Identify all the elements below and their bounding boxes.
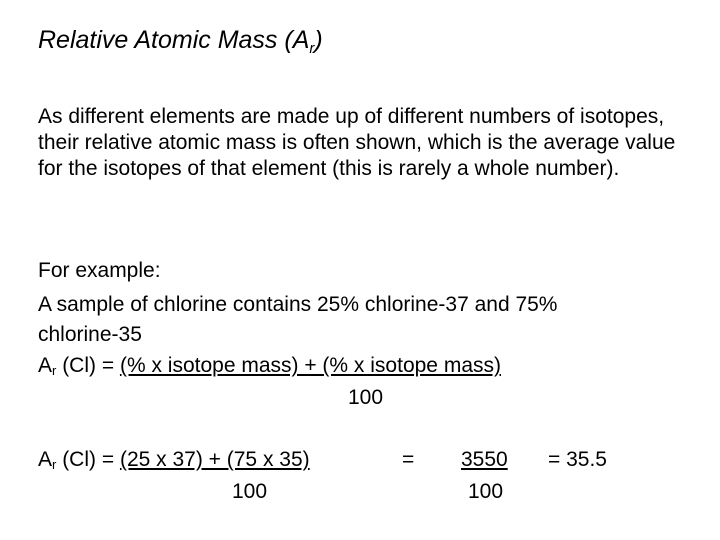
example-line-2: chlorine-35 <box>38 323 142 346</box>
formula-general <box>38 354 501 378</box>
formula-general-a: A <box>38 354 53 377</box>
formula-general-denominator: 100 <box>348 386 384 409</box>
formula-worked <box>38 448 310 472</box>
formula-general-lhs: (Cl) = <box>56 354 120 377</box>
intro-paragraph: As different elements are made up of different numbers of isotopes, their relative atomic mass is often shown, which is the average value for the isotopes of that element (this is rarely a whole number). <box>38 105 676 180</box>
formula-general-numerator: (% x isotope mass) + (% x isotope mass) <box>119 354 501 377</box>
formula-worked-denominator: 100 <box>232 480 268 503</box>
formula-worked-a: A <box>38 448 53 471</box>
formula-worked-lhs: (Cl) = <box>56 448 120 471</box>
formula-worked-r: r <box>52 457 57 472</box>
final-result: = 35.5 <box>548 448 607 471</box>
result-numerator: 3550 <box>461 448 508 471</box>
example-heading: For example: <box>38 259 161 282</box>
title-close-paren: ) <box>314 26 323 54</box>
slide-title <box>38 26 323 57</box>
title-text: Relative Atomic Mass (A <box>38 26 310 54</box>
formula-worked-equals: = <box>402 448 415 471</box>
example-line-1: A sample of chlorine contains 25% chlorine-37 and 75% <box>38 293 558 316</box>
result-denominator: 100 <box>468 480 504 503</box>
formula-general-r: r <box>52 363 57 378</box>
title-subscript: r <box>309 40 315 57</box>
formula-worked-numerator: (25 x 37) + (75 x 35) <box>119 448 310 471</box>
